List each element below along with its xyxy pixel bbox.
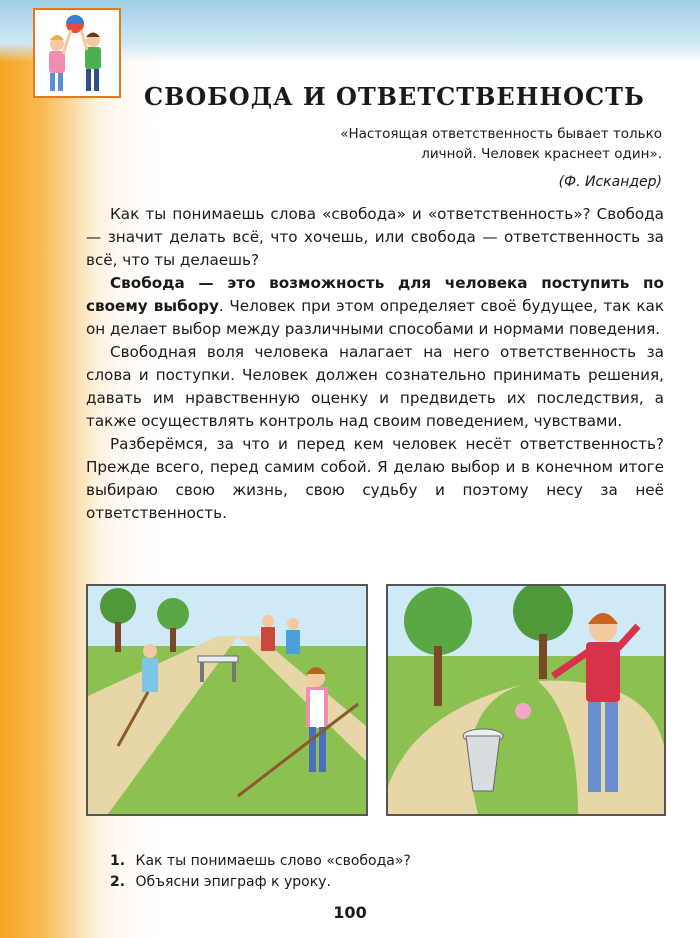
boy-throwing-litter-drawing bbox=[388, 586, 664, 814]
question-1 bbox=[110, 851, 411, 872]
epigraph-author: (Ф. Искандер) bbox=[558, 174, 662, 190]
page-number: 100 bbox=[333, 903, 367, 922]
question-text: Как ты понимаешь слово «свобода»? bbox=[135, 853, 411, 869]
paragraph-3: Свободная воля человека налагает на него ответственность за слова и поступки. Человек должен сознательно принимать решения, давать им нравственную оценку и предвидеть их последствия, а также осуществлять контроль над своим поведением, чувствами. bbox=[86, 343, 664, 430]
epigraph-quote bbox=[242, 124, 662, 164]
illustration-boy-littering bbox=[386, 584, 666, 816]
main-text bbox=[86, 203, 664, 525]
question-number: 2. bbox=[110, 874, 126, 890]
epigraph-line-1: «Настоящая ответственность бывает только bbox=[340, 126, 662, 142]
lesson-title: СВОБОДА И ОТВЕТСТВЕННОСТЬ bbox=[144, 82, 645, 111]
definition-bold: Свобода — это возможность для человека поступить по своему выбору bbox=[86, 274, 664, 315]
paragraph-1: Как ты понимаешь слова «свобода» и «ответственность»? Свобода — значит делать всё, что хочешь, или свобода — ответственность за всё, что ты делаешь? bbox=[86, 205, 664, 269]
question-number: 1. bbox=[110, 853, 126, 869]
question-2 bbox=[110, 872, 411, 893]
paragraph-2 bbox=[86, 272, 664, 341]
lesson-vignette-image bbox=[33, 8, 121, 98]
paragraph-2-rest: . Человек при этом определяет своё будущее, так как он делает выбор между различными способами и нормами поведения. bbox=[86, 297, 664, 338]
park-cleanup-drawing bbox=[88, 586, 366, 814]
question-text: Объясни эпиграф к уроку. bbox=[135, 874, 331, 890]
questions-list bbox=[110, 851, 411, 893]
paragraph-4: Разберёмся, за что и перед кем человек несёт ответственность? Прежде всего, перед самим собой. Я делаю выбор и в конечном итоге выбираю свою жизнь, свою судьбу и поэтому несу за неё ответственность. bbox=[86, 435, 664, 522]
illustration-park-cleanup bbox=[86, 584, 368, 816]
epigraph-line-2: личной. Человек краснеет один». bbox=[421, 146, 662, 162]
children-playing-ball-illustration bbox=[35, 10, 119, 96]
